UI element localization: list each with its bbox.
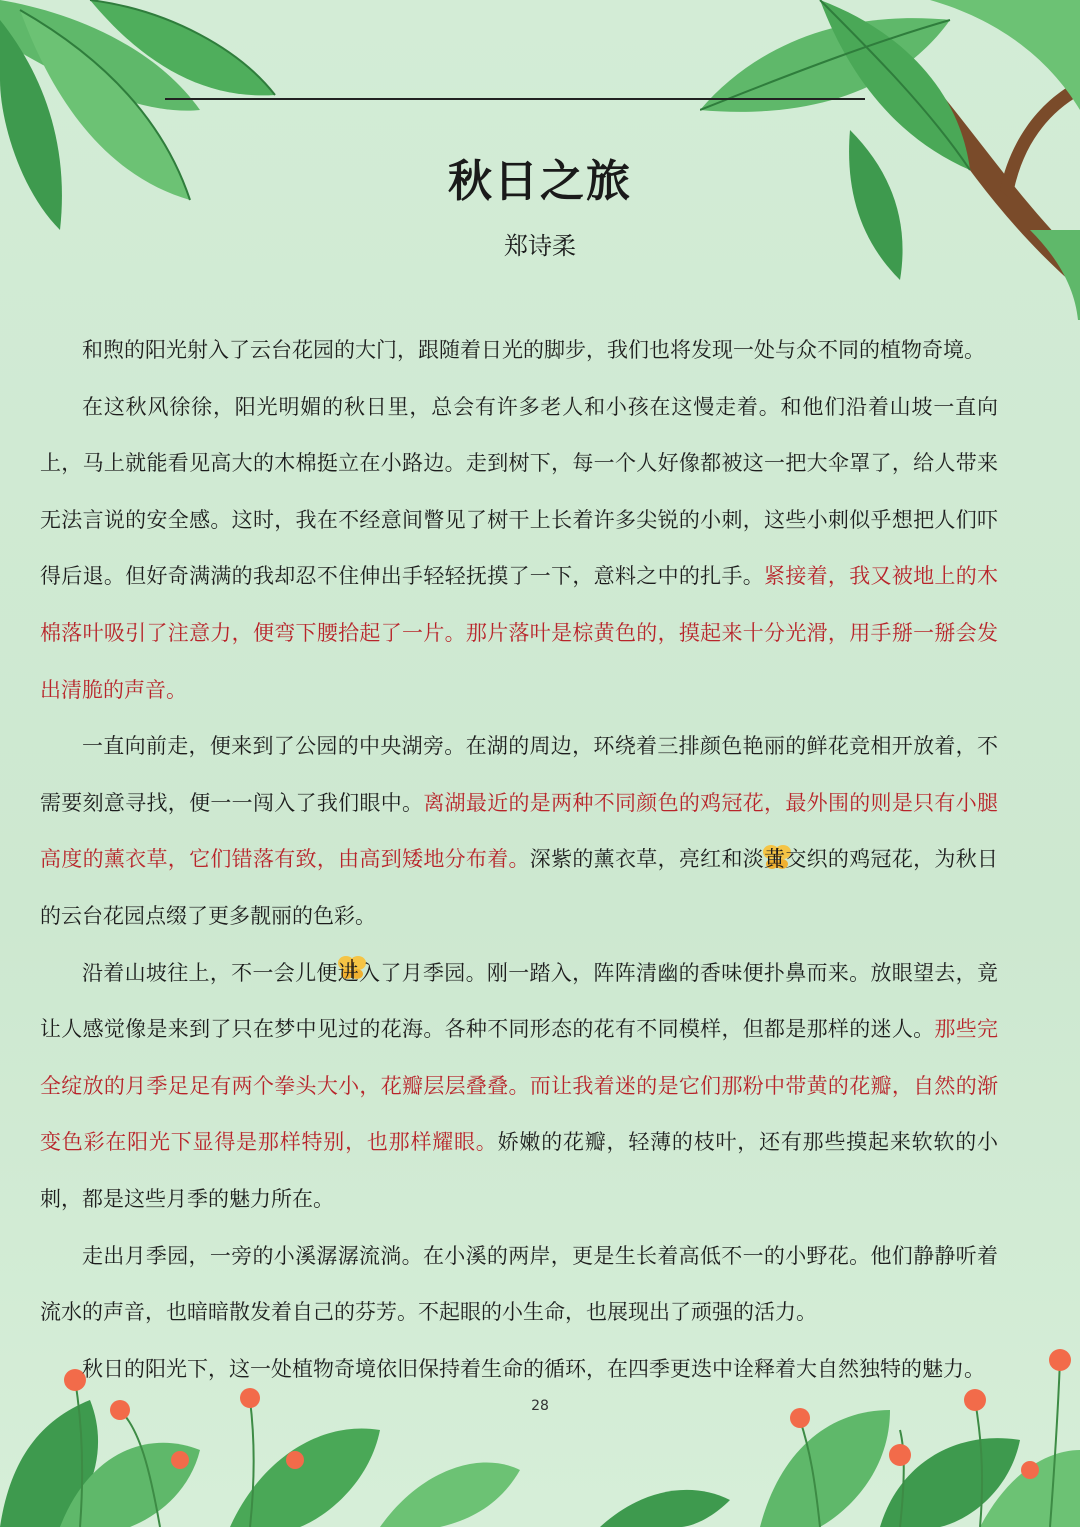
highlighted-text: 那些完全绽放的月季足足有两个拳头大小，花瓣层层叠叠。而让我着迷的是它们那粉中带黄的花瓣，自然的渐变色彩在阳光下显得是那样特别，也那样耀眼。 [40, 1017, 998, 1155]
body-text: 秋日的阳光下，这一处植物奇境依旧保持着生命的循环，在四季更迭中诠释着大自然独特的魅力。 [82, 1356, 985, 1381]
highlighted-text: 紧接着，我又被地上的木棉落叶吸引了注意力，便弯下腰拾起了一片。那片落叶是棕黄色的，摸起来十分光滑，用手掰一掰会发出清脆的声音。 [40, 564, 999, 702]
body-text: 沿着山坡往上，不一会儿便进入了月季园。刚一踏入，阵阵清幽的香味便扑鼻而来。放眼望去，竟让人感觉像是来到了只在梦中见过的花海。各种不同形态的花有不同模样，但都是那样的迷人。 [40, 960, 998, 1042]
body-text: 在这秋风徐徐，阳光明媚的秋日里，总会有许多老人和小孩在这慢走着。和他们沿着山坡一直向上，马上就能看见高大的木棉挺立在小路边。走到树下，每一个人好像都被这一把大伞罩了，给人带来无法言说的安全感。这时，我在不经意间瞥见了树干上长着许多尖锐的小刺，这些小刺似乎想把人们吓得后退。但好奇满满的我却忍不住伸出手轻轻抚摸了一下，意料之中的扎手。 [40, 394, 998, 589]
article-paragraph [40, 379, 998, 719]
body-text: 一直向前走，便来到了公园的中央湖旁。在湖的周边，环绕着三排颜色艳丽的鲜花竞相开放着，不需要刻意寻找，便一一闯入了我们眼中。 [40, 734, 998, 815]
body-text: 深紫的薰衣草，亮红和淡黄交织的鸡冠花，为秋日的云台花园点缀了更多靓丽的色彩。 [40, 847, 998, 928]
header-rule [165, 98, 865, 100]
body-text: 娇嫩的花瓣，轻薄的枝叶，还有那些摸起来软软的小刺，都是这些月季的魅力所在。 [40, 1130, 999, 1211]
top-left-leaves-decoration [0, 0, 290, 250]
article-author: 郑诗柔 [504, 232, 576, 260]
body-text: 和煦的阳光射入了云台花园的大门，跟随着日光的脚步，我们也将发现一处与众不同的植物奇境。 [82, 338, 985, 362]
page-number: 28 [531, 1398, 549, 1414]
article-paragraph [40, 718, 998, 944]
article-body [40, 322, 998, 1397]
highlighted-text: 离湖最近的是两种不同颜色的鸡冠花，最外围的则是只有小腿高度的薰衣草，它们错落有致，由高到矮地分布着。 [40, 790, 999, 872]
article-paragraph [40, 945, 998, 1228]
article-paragraph [40, 322, 998, 379]
body-text: 走出月季园，一旁的小溪潺潺流淌。在小溪的两岸，更是生长着高低不一的小野花。他们静静听着流水的声音，也暗暗散发着自己的芬芳。不起眼的小生命，也展现出了顽强的活力。 [40, 1243, 998, 1325]
article-paragraph [40, 1228, 998, 1341]
article-paragraph [40, 1341, 998, 1398]
article-title: 秋日之旅 [448, 156, 632, 207]
